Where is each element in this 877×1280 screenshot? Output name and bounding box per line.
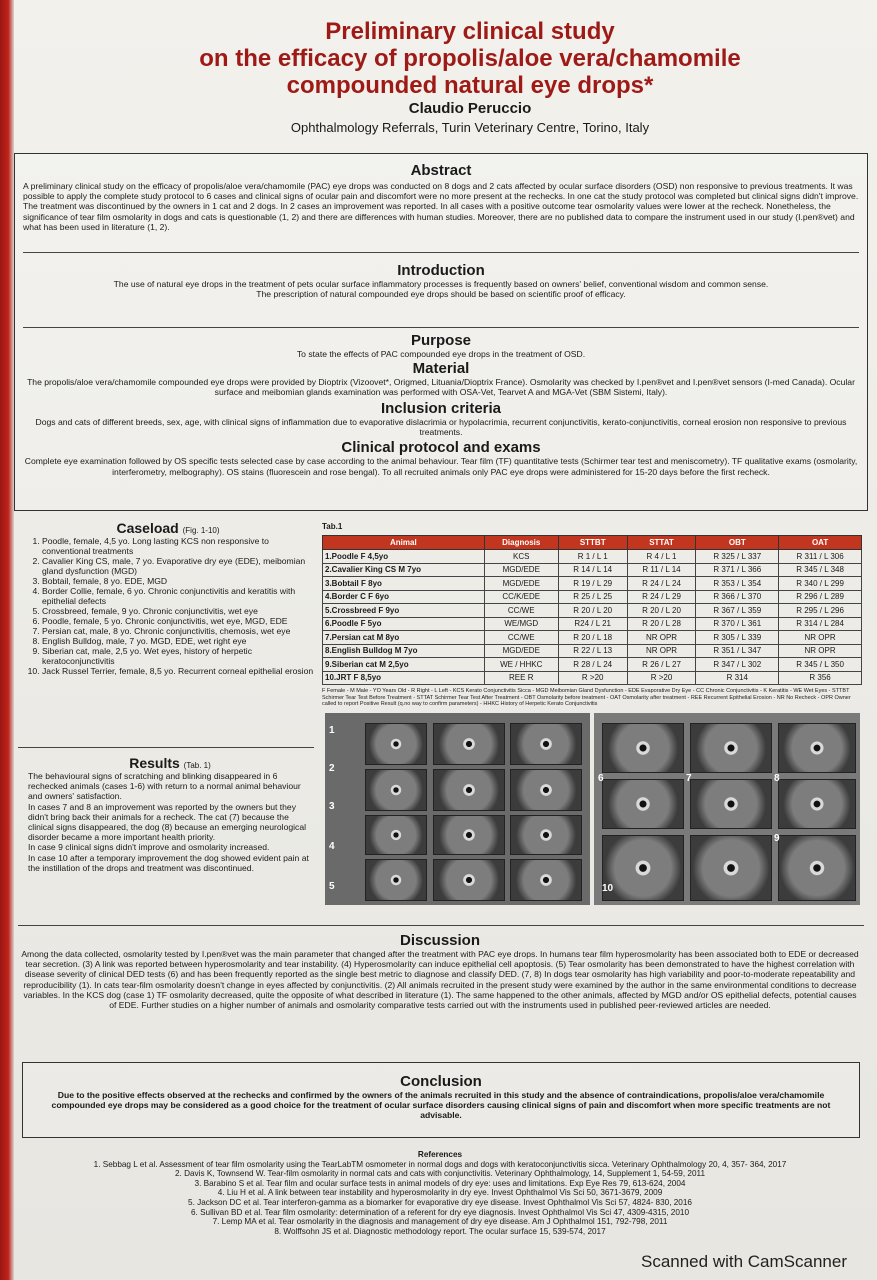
results-paragraph: In cases 7 and 8 an improvement was reported by the owners but they didn't bring back their animals for a recheck. The cat (7) because the clinical signs disappeared, the dog (8) because an emerging neurological disorder became a more important health priority. <box>28 801 307 843</box>
reference-item: 7. Lemp MA et al. Tear osmolarity in the diagnosis and management of dry eye disease. Am J Ophthalmol 151, 792-798, 2011 <box>212 1217 668 1227</box>
purpose-heading: Purpose <box>410 332 471 350</box>
title-line: compounded natural eye drops* <box>286 72 654 99</box>
reference-item: 4. Liu H et al. A link between tear instability and hyperosmolarity in dry eye. Invest Ophthalmol Vis Sci 50, 3671-3679, 2009 <box>217 1188 663 1198</box>
figure-number: 2 <box>329 763 335 774</box>
list-item: 7. Persian cat, male, 8 yo. Chronic conjunctivitis, chemosis, wet eye <box>42 626 314 636</box>
list-item: 2. Cavalier King CS, male, 7 yo. Evaporative dry eye (EDE), meibomian gland dysfunction (MGD) <box>42 556 314 576</box>
table-cell: NR OPR <box>779 631 862 645</box>
table-cell: 9.Siberian cat M 2,5yo <box>323 658 485 672</box>
table-cell: R 24 / L 24 <box>627 577 696 591</box>
table-cell: NR OPR <box>627 644 696 658</box>
conclusion-text: Due to the positive effects observed at the rechecks and confirmed by the owners of the animals recruited in this study and the absence of contraindications, propolis/aloe vera/chamomile compounded eye drops may be considered as a good choice for the treatment of ocular surface disorders causing clinical signs of pain and discomfort when more specific treatments are not advisable. <box>51 1090 831 1121</box>
table-cell: R 22 / L 13 <box>558 644 627 658</box>
table-cell: R 345 / L 348 <box>779 563 862 577</box>
table-cell: R 20 / L 18 <box>558 631 627 645</box>
table-cell: R 351 / L 347 <box>696 644 779 658</box>
table-cell: R 314 / L 284 <box>779 617 862 631</box>
caseload-section <box>22 520 314 676</box>
figure-number: 9 <box>774 833 780 844</box>
photo-collage-right <box>594 713 860 905</box>
table-cell: CC/WE <box>484 631 558 645</box>
table-cell: 8.English Bulldog M 7yo <box>323 644 485 658</box>
references-heading: References <box>417 1150 463 1159</box>
results-paragraph: In case 9 clinical signs didn't improve and osmolarity increased. <box>28 842 270 853</box>
table-cell: R 26 / L 27 <box>627 658 696 672</box>
abstract-text: A preliminary clinical study on the efficacy of propolis/aloe vera/chamomile (PAC) eye drops was conducted on 8 dogs and 2 cats affected by ocular surface disorders (OSD) non responsive to previous treatments. It was possible to apply the complete study protocol to 6 cases and clinical signs of ocular pain and discomfort were no more present at the rechecks. In one cat the study protocol was completed but clinical signs didn't improve. The treatment was discontinued by the owners in 1 cat and 2 dogs. In 2 cases an improvement was reported. In all cases with a positive outcome tear osmolarity values were lower at the recheck. Nonetheless, the significance of tear film osmolarity in dogs and cats is questionable (1, 2) and there are differences with human studies. Moreover, there are no published data to compare the instrument used in our study (I.pen®vet) and what has been used in literature (1, 2). <box>23 181 859 232</box>
table-cell: REE R <box>484 671 558 685</box>
poster-title <box>120 18 820 99</box>
table-cell: R 24 / L 29 <box>627 590 696 604</box>
reference-item: 6. Sullivan BD et al. Tear film osmolarity: determination of a referent for dry eye diagnosis. Invest Ophthalmol Vis Sci 47, 4309-4315, 2010 <box>190 1207 690 1217</box>
figure-number: 10 <box>602 883 614 894</box>
protocol-heading: Clinical protocol and exams <box>341 439 541 457</box>
table-header: OBT <box>696 536 779 550</box>
table-cell: R >20 <box>558 671 627 685</box>
table-cell: R 371 / L 366 <box>696 563 779 577</box>
reference-item: 8. Wolffsohn JS et al. Diagnostic methodology report. The ocular surface 15, 539-574, 2017 <box>274 1226 606 1236</box>
table-cell: R 367 / L 359 <box>696 604 779 618</box>
table-row <box>323 590 862 604</box>
table-cell: MGD/EDE <box>484 577 558 591</box>
table-row <box>323 617 862 631</box>
introduction-heading: Introduction <box>397 262 485 280</box>
table-cell: R 28 / L 24 <box>558 658 627 672</box>
table-cell: R 20 / L 20 <box>627 604 696 618</box>
purpose-text: To state the effects of PAC compounded eye drops in the treatment of OSD. <box>296 349 586 360</box>
caseload-note: (Fig. 1-10) <box>182 526 220 535</box>
table-cell: 7.Persian cat M 8yo <box>323 631 485 645</box>
discussion-text: Among the data collected, osmolarity tested by I.pen®vet was the main parameter that changed after the treatment with PAC eye drops. In humans tear film hyperosmolarity has been associated both to EDE or decreased tear secretion. (3) A link was reported between hyperosmolarity and tear instability. (4) Hyperosmolarity can induce epithelial cell apoptosis. (5) Tear osmolarity has been demonstrated to have the highest correlation with disease severity of clinical DED tests (6) and has been frequently reported as the single best metric to diagnose and classify DED. (7, 8) In dogs tear osmolarity has high variability and poor-to-moderate repeatability and reproducibility (1). In cats tear-film osmolarity doesn't change in eyes affected by conjunctivitis. (2) All animals recruited in the present study were examined by the author in the same environmental conditions to decrease variables. In the KCS dog (case 1) TF osmolarity decreased, quite the opposite of what described in literature (1). The same happened to the other animals, affected by MGD and/or OS epithelial defects, potential causes of EDE. Further studies on a higher number of animals and osmolarity comparative tests carried out with the instruments used in published peer-reviewed articles are needed. <box>21 949 859 1011</box>
figure-number: 8 <box>774 773 780 784</box>
table-header: STTAT <box>627 536 696 550</box>
table-cell: R 25 / L 25 <box>558 590 627 604</box>
list-item: 5. Crossbreed, female, 9 yo. Chronic conjunctivitis, wet eye <box>42 606 314 616</box>
table-cell: R 295 / L 296 <box>779 604 862 618</box>
table-cell: 5.Crossbreed F 9yo <box>323 604 485 618</box>
table-legend: F Female - M Male - YO Years Old - R Right - L Left - KCS Kerato Conjunctivitis Sicca - MGD Meibomian Gland Dysfunction - EDE Evaporative Dry Eye - CC Chronic Conjunctivitis - K Keratitis - WE Wet Eyes - STTBT Schirmer Tear Test Before Treatment - STTAT Schirmer Tear Test After Treatment - OBT Osmolarity before treatment - OAT Osmolarity after treatment - REE Recurrent Epithelial Erosion - NR No Recheck - OPR Owner called to report Positive Result (q.no way to confirm parameters) - HHKC History of Herpetic Kerato Conjunctivitis <box>322 688 851 707</box>
abstract-heading: Abstract <box>410 162 472 179</box>
reference-item: 2. Davis K, Townsend W. Tear-film osmolarity in normal cats and cats with conjunctivitis. Veterinary Ophthalmology, 14, Supplement 1, 54-59, 2011 <box>174 1169 705 1179</box>
table-cell: R 345 / L 350 <box>779 658 862 672</box>
inclusion-heading: Inclusion criteria <box>380 400 502 418</box>
table-cell: R 347 / L 302 <box>696 658 779 672</box>
table-cell: R 311 / L 306 <box>779 550 862 564</box>
author: Claudio Peruccio <box>408 100 532 117</box>
figure-number: 4 <box>329 841 335 852</box>
table-cell: R 20 / L 20 <box>558 604 627 618</box>
table-cell: CC/K/EDE <box>484 590 558 604</box>
table-cell: NR OPR <box>627 631 696 645</box>
table-cell: 3.Bobtail F 8yo <box>323 577 485 591</box>
table-cell: R 19 / L 29 <box>558 577 627 591</box>
results-table <box>322 535 862 685</box>
table-cell: R 353 / L 354 <box>696 577 779 591</box>
caseload-heading: Caseload <box>116 520 179 536</box>
inclusion-text: Dogs and cats of different breeds, sex, age, with clinical signs of inflammation due to evaporative dislacrimia or hypolacrimia, recurrent conjunctivitis, kerato-conjunctivitis, corneal erosion non responsive to previous treatments. <box>35 417 847 438</box>
red-side-bar <box>0 0 14 1280</box>
material-text: The propolis/aloe vera/chamomile compounded eye drops were provided by Dioptrix (Vizoovet*, Origmed, Lituania/Dioptrix France). Osmolarity was checked by I.pen®vet and I.pen®vet sensors (I-med Canada). Ocular surface and meibomian glands examination was performed with OSA-Vet, Tearvet A and MGA-Vet (SBM Sistemi, Italy). <box>27 376 855 397</box>
table-cell: MGD/EDE <box>484 644 558 658</box>
table-row <box>323 577 862 591</box>
table-label: Tab.1 <box>322 522 343 531</box>
list-item: 8. English Bulldog, male, 7 yo. MGD, EDE, wet right eye <box>42 636 314 646</box>
table-row <box>323 604 862 618</box>
intro-block <box>14 153 868 511</box>
results-table-block <box>322 522 862 708</box>
table-cell: 1.Poodle F 4,5yo <box>323 550 485 564</box>
table-cell: 6.Poodle F 5yo <box>323 617 485 631</box>
table-header: STTBT <box>558 536 627 550</box>
table-cell: R 1 / L 1 <box>558 550 627 564</box>
results-paragraph: The behavioural signs of scratching and blinking disappeared in 6 rechecked animals (cases 1-6) with return to a normal animal behaviour and owners' satisfaction. <box>28 771 301 802</box>
table-cell: R 305 / L 339 <box>696 631 779 645</box>
table-cell: R 4 / L 1 <box>627 550 696 564</box>
figure-number: 3 <box>329 801 335 812</box>
table-cell: R 366 / L 370 <box>696 590 779 604</box>
discussion-heading: Discussion <box>399 932 481 949</box>
list-item: 3. Bobtail, female, 8 yo. EDE, MGD <box>42 576 314 586</box>
table-cell: R 370 / L 361 <box>696 617 779 631</box>
title-line: on the efficacy of propolis/aloe vera/chamomile <box>199 45 741 72</box>
caseload-list <box>22 536 314 676</box>
table-header: Diagnosis <box>484 536 558 550</box>
table-cell: KCS <box>484 550 558 564</box>
table-cell: 10.JRT F 8,5yo <box>323 671 485 685</box>
figure-number: 1 <box>329 725 335 736</box>
table-cell: R 11 / L 14 <box>627 563 696 577</box>
table-row <box>323 563 862 577</box>
introduction-line: The prescription of natural compounded eye drops should be based on scientific proof of efficacy. <box>256 289 626 300</box>
list-item: 4. Border Collie, female, 6 yo. Chronic conjunctivitis and keratitis with epithelial defects <box>42 586 314 606</box>
table-cell: R 325 / L 337 <box>696 550 779 564</box>
table-cell: R 20 / L 28 <box>627 617 696 631</box>
scanner-watermark: Scanned with CamScanner <box>640 1252 847 1271</box>
table-header: Animal <box>323 536 485 550</box>
list-item: 10. Jack Russel Terrier, female, 8,5 yo. Recurrent corneal epithelial erosion <box>42 666 314 676</box>
table-cell: R 356 <box>779 671 862 685</box>
reference-item: 5. Jackson DC et al. Tear interferon-gamma as a biomarker for evaporative dry eye disease. Invest Ophthalmol Vis Sci 57, 4824- 830, 2016 <box>188 1197 692 1207</box>
title-line: Preliminary clinical study <box>325 18 615 45</box>
results-section <box>28 755 312 873</box>
table-cell: R 14 / L 14 <box>558 563 627 577</box>
table-cell: R24 / L 21 <box>558 617 627 631</box>
table-cell: 2.Cavalier King CS M 7yo <box>323 563 485 577</box>
table-header: OAT <box>779 536 862 550</box>
table-row <box>323 631 862 645</box>
affiliation: Ophthalmology Referrals, Turin Veterinary Centre, Torino, Italy <box>290 120 650 135</box>
table-row <box>323 671 862 685</box>
protocol-text: Complete eye examination followed by OS specific tests selected case by case according to the animal behaviour. Tear film (TF) quantitative tests (Schirmer tear test and meniscometry). TF qualitative exams (osmolarity, interferometry, melbography). OS stains (fluorescein and rose bengal). To all recruited animals only PAC eye drops were administered for 15-20 days before the first recheck. <box>24 456 858 477</box>
table-row <box>323 658 862 672</box>
conclusion-heading: Conclusion <box>400 1073 482 1090</box>
list-item: 6. Poodle, female, 5 yo. Chronic conjunctivitis, wet eye, MGD, EDE <box>42 616 314 626</box>
table-row <box>323 550 862 564</box>
list-item: 1. Poodle, female, 4,5 yo. Long lasting KCS non responsive to conventional treatments <box>42 536 314 556</box>
results-heading: Results <box>129 755 180 771</box>
reference-item: 1. Sebbag L et al. Assessment of tear film osmolarity using the TearLabTM osmometer in normal dogs and dogs with keratoconjunctivitis sicca. Veterinary Ophthalmology 20, 4, 357- 364, 2017 <box>93 1159 787 1169</box>
table-row <box>323 644 862 658</box>
conclusion-box <box>22 1062 860 1138</box>
list-item: 9. Siberian cat, male, 2,5 yo. Wet eyes, history of herpetic keratoconjunctivitis <box>42 646 314 666</box>
table-cell: WE / HHKC <box>484 658 558 672</box>
table-cell: 4.Border C F 6yo <box>323 590 485 604</box>
table-cell: R 296 / L 289 <box>779 590 862 604</box>
table-cell: R >20 <box>627 671 696 685</box>
table-cell: WE/MGD <box>484 617 558 631</box>
reference-item: 3. Barabino S et al. Tear film and ocular surface tests in animal models of dry eye: uses and limitations. Exp Eye Res 79, 613-624, 2004 <box>194 1178 686 1188</box>
material-heading: Material <box>412 359 470 377</box>
results-note: (Tab. 1) <box>183 761 211 770</box>
table-cell: R 340 / L 299 <box>779 577 862 591</box>
results-paragraph: In case 10 after a temporary improvement the dog showed evident pain at the instillation of the drops and treatment was discontinued. <box>28 852 309 873</box>
figure-number: 7 <box>686 773 692 784</box>
discussion-section <box>20 932 860 1010</box>
figure-number: 6 <box>598 773 604 784</box>
references-section <box>40 1150 840 1236</box>
table-cell: MGD/EDE <box>484 563 558 577</box>
introduction-line: The use of natural eye drops in the treatment of pets ocular surface inflammatory processes is frequently based on owners' belief, conventional wisdom and common sense. <box>113 279 769 290</box>
table-cell: CC/WE <box>484 604 558 618</box>
table-cell: NR OPR <box>779 644 862 658</box>
photo-collage-left <box>325 713 590 905</box>
figure-number: 5 <box>329 881 335 892</box>
table-cell: R 314 <box>696 671 779 685</box>
